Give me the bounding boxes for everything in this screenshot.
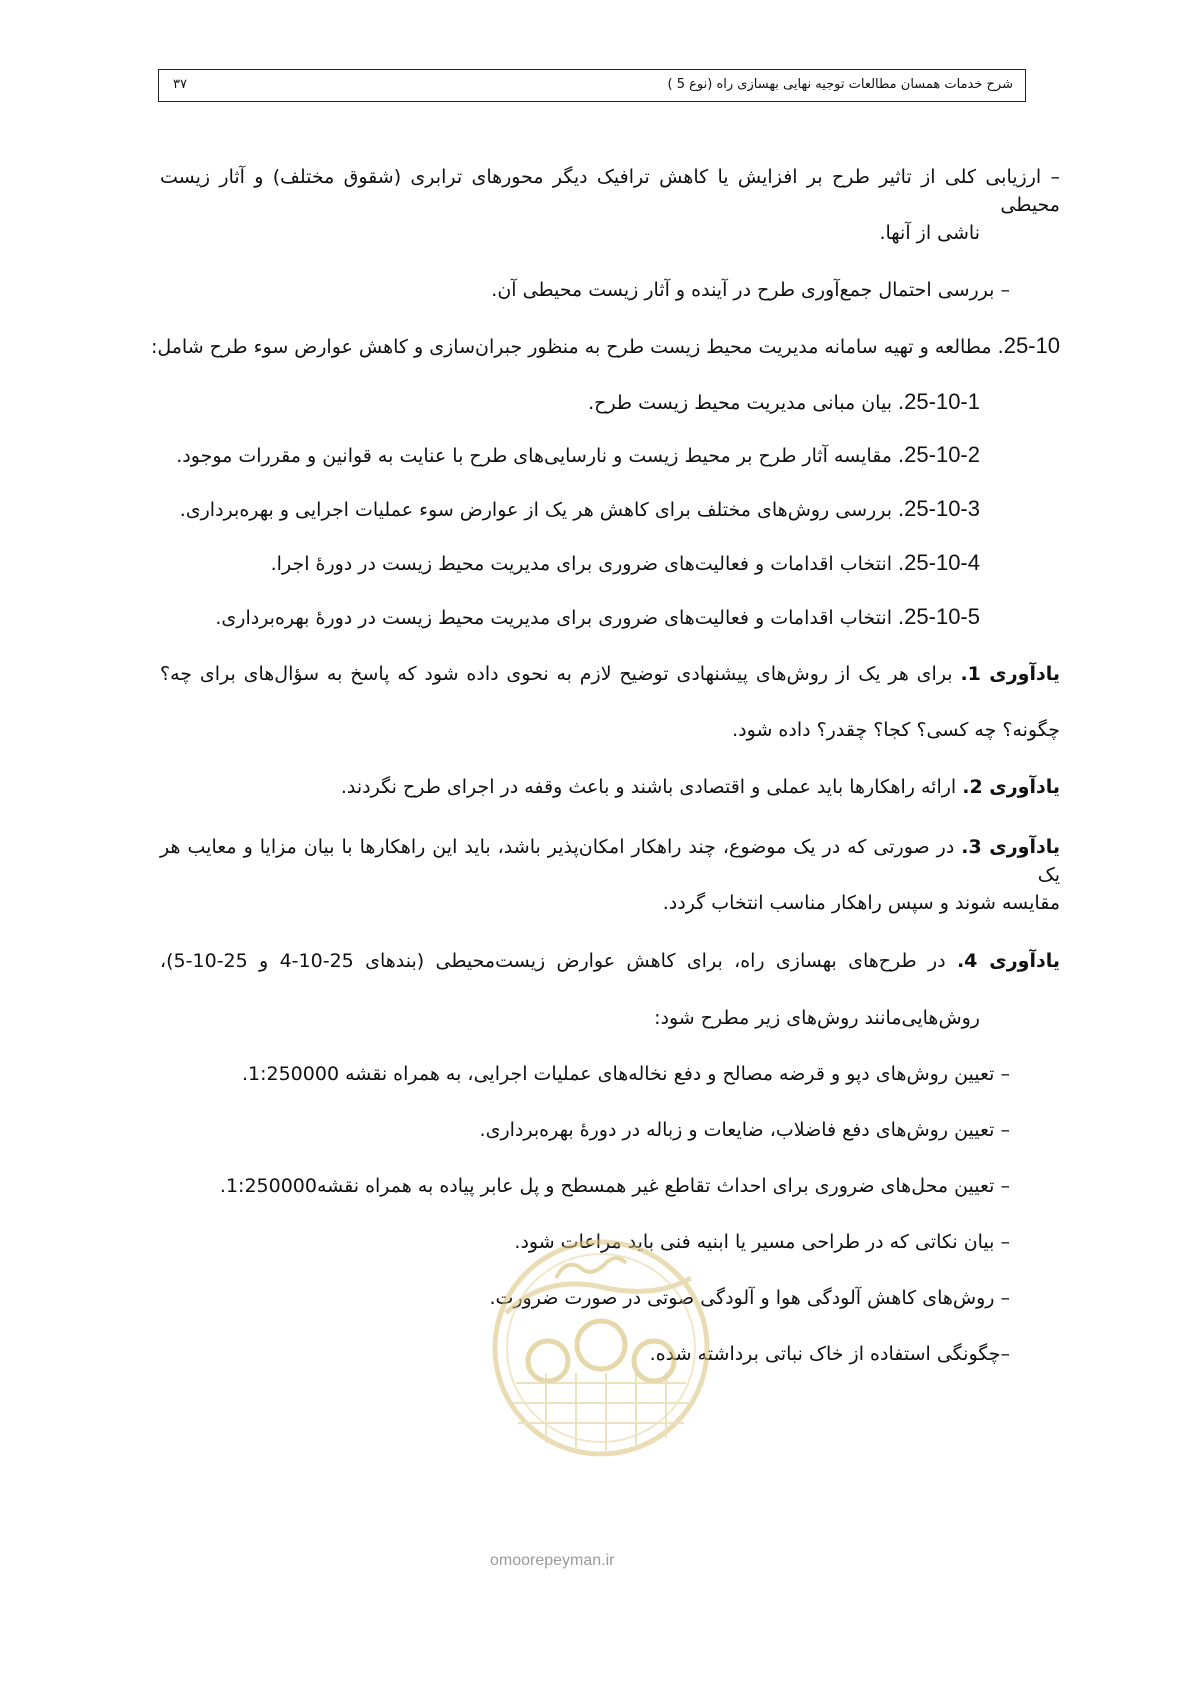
subsection-item: [215, 603, 980, 632]
bullet-line: –چگونگی استفاده از خاک نباتی برداشته شده.: [649, 1343, 1010, 1365]
note-text: در صورتی که در یک موضوع، چند راهکار امکان‌پذیر باشد، باید این راهکارها با بیان مزایا و معایب هر یک: [160, 836, 1060, 886]
subsection-text: بیان مبانی مدیریت محیط زیست طرح.: [588, 392, 899, 414]
bullet-line: – بیان نکاتی که در طراحی مسیر یا ابنیه فنی باید مراعات شود.: [514, 1231, 1010, 1253]
page-number: ۳۷: [173, 77, 187, 92]
note-label: یادآوری 3.: [961, 836, 1060, 858]
watermark-url: omoorepeyman.ir: [490, 1552, 615, 1569]
section-number: 25-10.: [997, 333, 1060, 358]
subsection-item: [180, 495, 980, 524]
note-text: ارائه راهکارها باید عملی و اقتصادی باشند و باعث وقفه در اجرای طرح نگردند.: [340, 776, 963, 798]
subsection-text: بررسی روش‌های مختلف برای کاهش هر یک از عوارض سوء عملیات اجرایی و بهره‌برداری.: [179, 499, 899, 521]
bullet-line: – تعیین روش‌های دپو و قرضه مصالح و دفع نخاله‌های عملیات اجرایی، به همراه نقشه 1:250000.: [241, 1063, 1010, 1085]
header-title: شرح خدمات همسان مطالعات توجیه نهایی بهسازی راه (نوع 5 ): [667, 77, 1013, 92]
subsection-number: 25-10-4.: [898, 550, 980, 575]
subsection-number: 25-10-2.: [898, 442, 980, 467]
note-text: برای هر یک از روش‌های پیشنهادی توضیح لازم به نحوی داده شود که پاسخ به سؤال‌های برای چه؟: [160, 663, 961, 685]
note-3: [160, 833, 1060, 889]
section-heading: [151, 332, 1060, 361]
bullet-line: – تعیین محل‌های ضروری برای احداث تقاطع غیر همسطح و پل عابر پیاده به همراه نقشه1:250000.: [219, 1175, 1010, 1197]
note-label: یادآوری 1.: [960, 663, 1060, 685]
note-text: در طرح‌های بهسازی راه، برای کاهش عوارض زیست‌محیطی (بندهای 25-10-4 و 25-10-5)،: [160, 950, 957, 972]
bullet-line: – روش‌های کاهش آلودگی هوا و آلودگی صوتی در صورت ضرورت.: [489, 1287, 1010, 1309]
subsection-number: 25-10-3.: [898, 496, 980, 521]
bullet-line: – تعیین روش‌های دفع فاضلاب، ضایعات و زباله در دورهٔ بهره‌برداری.: [479, 1119, 1010, 1141]
note-label: یادآوری 2.: [962, 776, 1060, 798]
subsection-number: 25-10-1.: [898, 389, 980, 414]
note-continuation: روش‌هایی‌مانند روش‌های زیر مطرح شود:: [654, 1007, 980, 1029]
subsection-item: [271, 549, 980, 578]
bullet-line: – ارزیابی کلی از تاثیر طرح بر افزایش یا کاهش ترافیک دیگر محورهای ترابری (شقوق مختلف) و آثار زیست محیطی: [160, 166, 1060, 216]
subsection-text: انتخاب اقدامات و فعالیت‌های ضروری برای مدیریت محیط زیست در دورهٔ بهره‌برداری.: [215, 607, 899, 629]
subsection-item: [176, 441, 980, 470]
section-text: مطالعه و تهیه سامانه مدیریت محیط زیست طرح به منظور جبران‌سازی و کاهش عوارض سوء طرح شامل:: [150, 336, 998, 358]
note-1: [160, 660, 1060, 688]
subsection-number: 25-10-5.: [898, 604, 980, 629]
bullet-continuation: ناشی از آنها.: [879, 222, 980, 244]
note-continuation: مقایسه شوند و سپس راهکار مناسب انتخاب گردد.: [662, 892, 1060, 914]
note-2: [341, 773, 1060, 801]
subsection-text: مقایسه آثار طرح بر محیط زیست و نارسایی‌های طرح با عنایت به قوانین و مقررات موجود.: [176, 445, 899, 467]
note-continuation: چگونه؟ چه کسی؟ کجا؟ چقدر؟ داده شود.: [732, 719, 1060, 741]
watermark-logo-icon: [486, 1233, 716, 1503]
bullet-line: – بررسی احتمال جمع‌آوری طرح در آینده و آثار زیست محیطی آن.: [491, 279, 1010, 301]
page-header: [158, 69, 1026, 102]
subsection-text: انتخاب اقدامات و فعالیت‌های ضروری برای مدیریت محیط زیست در دورهٔ اجرا.: [270, 553, 899, 575]
note-4: [160, 947, 1060, 975]
subsection-item: [588, 388, 980, 417]
note-label: یادآوری 4.: [956, 950, 1060, 972]
